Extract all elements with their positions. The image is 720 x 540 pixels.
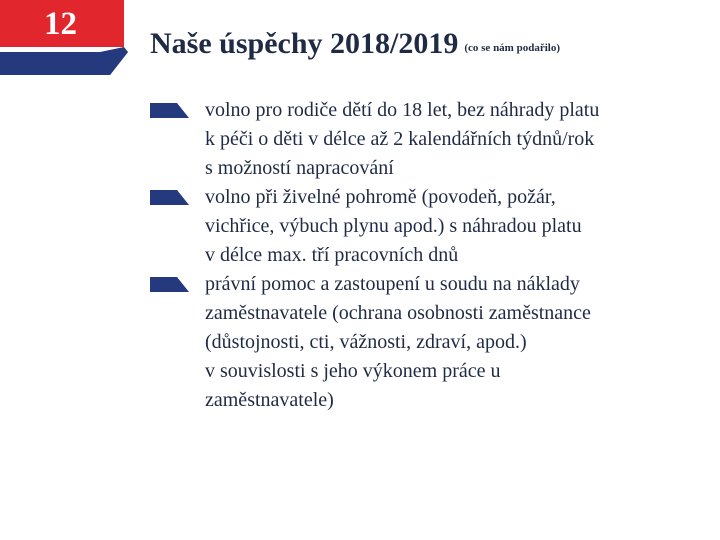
slide-number: 12 bbox=[44, 6, 77, 42]
slide-title-main: Naše úspěchy 2018/2019 bbox=[150, 27, 459, 60]
bullet-item bbox=[150, 183, 690, 270]
bullet-text: právní pomoc a zastoupení u soudu na náklady zaměstnavatele (ochrana osobnosti zaměstnance (důstojnosti, cti, vážnosti, zdraví, apod.) v souvislosti s jeho výkonem práce u zaměstnavatele) bbox=[205, 273, 591, 411]
slide-subtitle: (co se nám podařilo) bbox=[464, 42, 560, 54]
blue-wedge-bullet-icon bbox=[150, 190, 189, 205]
slide-title bbox=[150, 25, 560, 63]
bullet-item bbox=[150, 96, 690, 183]
bullet-list bbox=[150, 96, 690, 415]
bullet-text: volno při živelné pohromě (povodeň, požár, vichřice, výbuch plynu apod.) s náhradou platu v délce max. tří pracovních dnů bbox=[205, 186, 582, 266]
bullet-item bbox=[150, 270, 690, 415]
bullet-text: volno pro rodiče dětí do 18 let, bez náhrady platu k péči o děti v délce až 2 kalendářních týdnů/rok s možností napracování bbox=[205, 99, 600, 179]
blue-wedge-bullet-icon bbox=[150, 103, 189, 118]
blue-wedge-bullet-icon bbox=[150, 277, 189, 292]
